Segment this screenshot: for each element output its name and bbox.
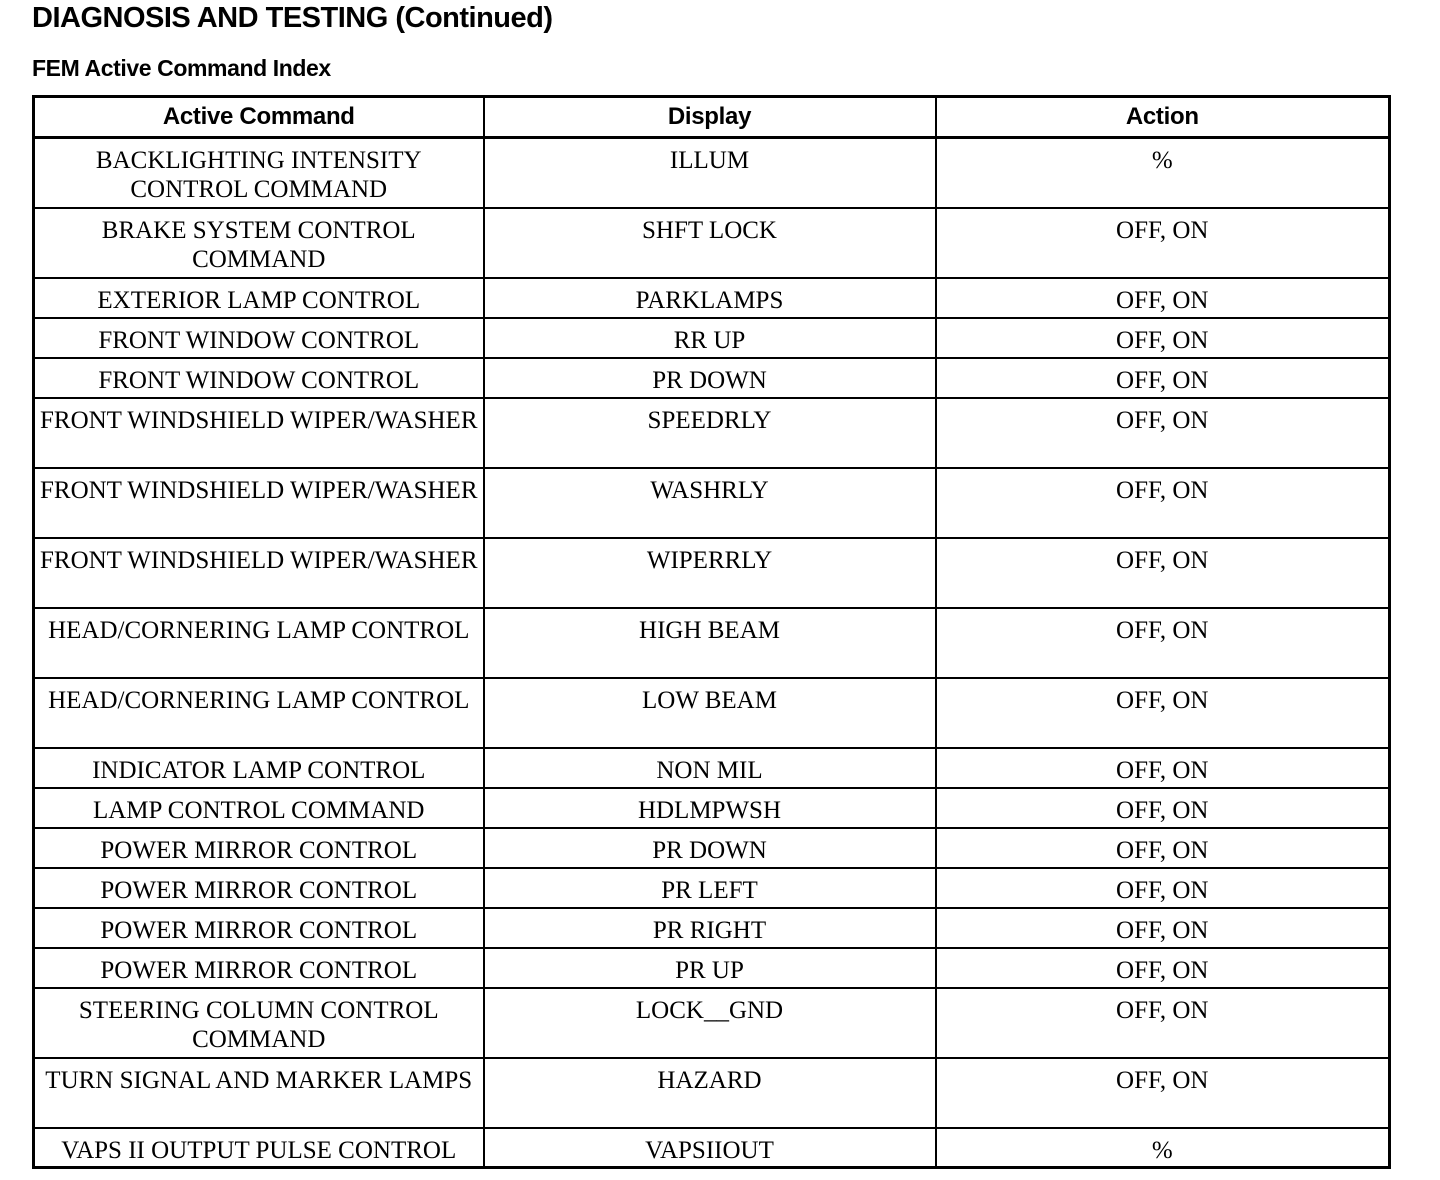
display-cell: ILLUM — [484, 138, 936, 208]
display-cell: HIGH BEAM — [484, 608, 936, 678]
display-cell: WASHRLY — [484, 468, 936, 538]
command-cell: INDICATOR LAMP CONTROL — [34, 748, 484, 788]
action-cell: OFF, ON — [936, 538, 1390, 608]
action-cell: OFF, ON — [936, 608, 1390, 678]
command-cell: POWER MIRROR CONTROL — [34, 828, 484, 868]
action-cell: % — [936, 138, 1390, 208]
action-cell: % — [936, 1128, 1390, 1168]
table-header-row — [34, 97, 1390, 138]
display-cell: VAPSIIOUT — [484, 1128, 936, 1168]
table-row — [34, 828, 1390, 868]
display-cell: PR UP — [484, 948, 936, 988]
display-cell: SPEEDRLY — [484, 398, 936, 468]
header-active-command: Active Command — [34, 97, 484, 138]
table-row — [34, 1128, 1390, 1168]
action-cell: OFF, ON — [936, 358, 1390, 398]
display-cell: HDLMPWSH — [484, 788, 936, 828]
command-cell: FRONT WINDSHIELD WIPER/WASHER — [34, 468, 484, 538]
table-row — [34, 948, 1390, 988]
command-cell: BACKLIGHTING INTENSITY CONTROL COMMAND — [34, 138, 484, 208]
table-row — [34, 318, 1390, 358]
table-row — [34, 868, 1390, 908]
section-title: FEM Active Command Index — [32, 55, 331, 81]
table-row — [34, 468, 1390, 538]
action-cell: OFF, ON — [936, 828, 1390, 868]
page-title: DIAGNOSIS AND TESTING (Continued) — [32, 2, 553, 34]
display-cell: NON MIL — [484, 748, 936, 788]
display-cell: PR RIGHT — [484, 908, 936, 948]
header-action: Action — [936, 97, 1390, 138]
command-cell: FRONT WINDOW CONTROL — [34, 358, 484, 398]
display-cell: SHFT LOCK — [484, 208, 936, 278]
table-row — [34, 208, 1390, 278]
command-cell: LAMP CONTROL COMMAND — [34, 788, 484, 828]
action-cell: OFF, ON — [936, 318, 1390, 358]
command-cell: POWER MIRROR CONTROL — [34, 868, 484, 908]
action-cell: OFF, ON — [936, 678, 1390, 748]
header-display: Display — [484, 97, 936, 138]
display-cell: PR DOWN — [484, 358, 936, 398]
action-cell: OFF, ON — [936, 788, 1390, 828]
action-cell: OFF, ON — [936, 748, 1390, 788]
command-cell: POWER MIRROR CONTROL — [34, 948, 484, 988]
action-cell: OFF, ON — [936, 208, 1390, 278]
action-cell: OFF, ON — [936, 468, 1390, 538]
table-row — [34, 988, 1390, 1058]
display-cell: HAZARD — [484, 1058, 936, 1128]
display-cell: PR LEFT — [484, 868, 936, 908]
display-cell: LOCK__GND — [484, 988, 936, 1058]
command-cell: HEAD/CORNERING LAMP CONTROL — [34, 608, 484, 678]
display-cell: LOW BEAM — [484, 678, 936, 748]
table-row — [34, 398, 1390, 468]
display-cell: PR DOWN — [484, 828, 936, 868]
command-cell: EXTERIOR LAMP CONTROL — [34, 278, 484, 318]
table-row — [34, 538, 1390, 608]
command-cell: HEAD/CORNERING LAMP CONTROL — [34, 678, 484, 748]
action-cell: OFF, ON — [936, 398, 1390, 468]
command-cell: VAPS II OUTPUT PULSE CONTROL — [34, 1128, 484, 1168]
table-row — [34, 358, 1390, 398]
table-row — [34, 748, 1390, 788]
display-cell: RR UP — [484, 318, 936, 358]
action-cell: OFF, ON — [936, 278, 1390, 318]
action-cell: OFF, ON — [936, 908, 1390, 948]
display-cell: WIPERRLY — [484, 538, 936, 608]
active-command-table — [32, 95, 1391, 1169]
display-cell: PARKLAMPS — [484, 278, 936, 318]
command-cell: FRONT WINDSHIELD WIPER/WASHER — [34, 538, 484, 608]
table-row — [34, 788, 1390, 828]
action-cell: OFF, ON — [936, 948, 1390, 988]
table-row — [34, 1058, 1390, 1128]
command-cell: BRAKE SYSTEM CONTROL COMMAND — [34, 208, 484, 278]
table-row — [34, 138, 1390, 208]
command-cell: POWER MIRROR CONTROL — [34, 908, 484, 948]
action-cell: OFF, ON — [936, 1058, 1390, 1128]
action-cell: OFF, ON — [936, 868, 1390, 908]
command-cell: FRONT WINDOW CONTROL — [34, 318, 484, 358]
action-cell: OFF, ON — [936, 988, 1390, 1058]
command-cell: STEERING COLUMN CONTROL COMMAND — [34, 988, 484, 1058]
command-cell: TURN SIGNAL AND MARKER LAMPS — [34, 1058, 484, 1128]
table-row — [34, 608, 1390, 678]
table-row — [34, 908, 1390, 948]
command-cell: FRONT WINDSHIELD WIPER/WASHER — [34, 398, 484, 468]
table-row — [34, 278, 1390, 318]
table-row — [34, 678, 1390, 748]
